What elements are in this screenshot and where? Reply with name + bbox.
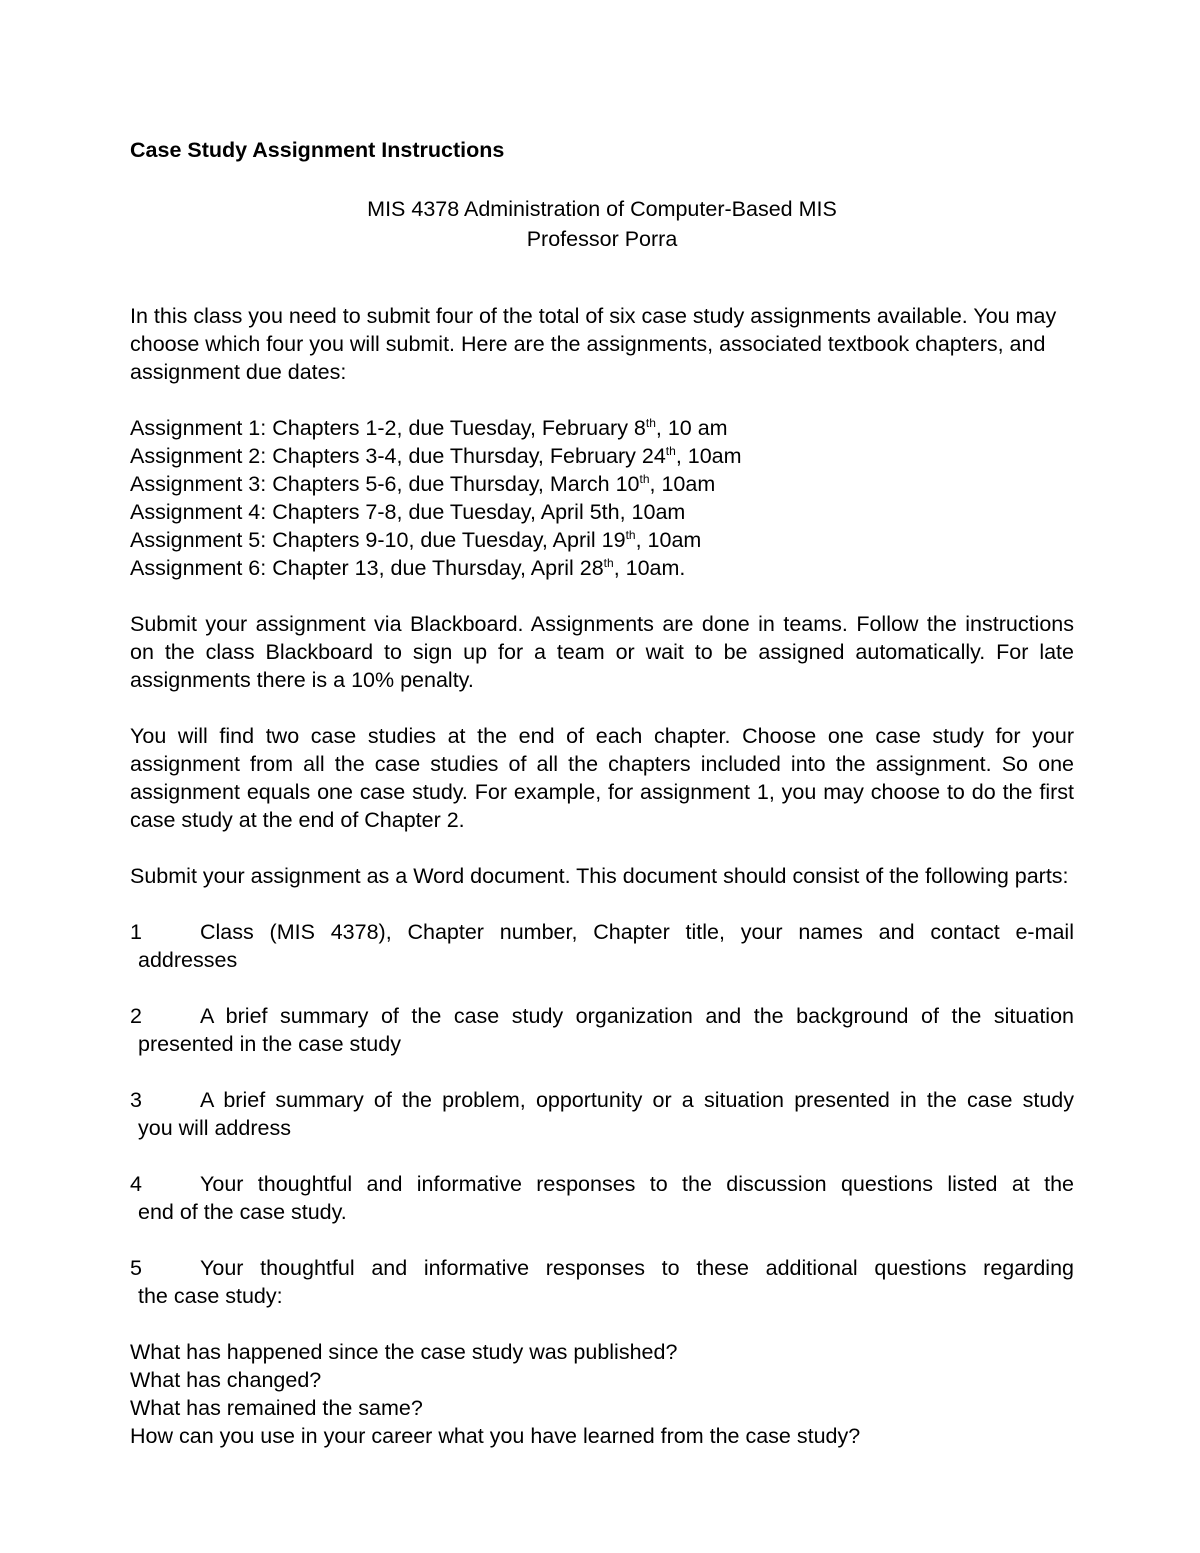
- item-number: 1: [130, 920, 142, 944]
- assignment-item: Assignment 5: Chapters 9-10, due Tuesday, April 19th, 10am: [130, 527, 702, 552]
- item-number: 3: [130, 1088, 142, 1112]
- item-text-continued: end of the case study.: [138, 1200, 347, 1224]
- item-text: A brief summary of the problem, opportunity or a situation presented in the case study: [200, 1088, 1074, 1112]
- assignment-item: Assignment 3: Chapters 5-6, due Thursday, March 10th, 10am: [130, 471, 716, 496]
- parts-list: [130, 918, 1074, 1310]
- question-item: What has remained the same?: [130, 1396, 423, 1420]
- list-item: [130, 1170, 1074, 1226]
- document-page: [130, 136, 1074, 1450]
- intro-paragraph: In this class you need to submit four of the total of six case study assignments available. You may choose which four you will submit. Here are the assignments, associated textbook chapters, and assignment due dates:: [130, 304, 1057, 384]
- course-header: [130, 194, 1074, 254]
- list-item: [130, 1086, 1074, 1142]
- item-text: Class (MIS 4378), Chapter number, Chapter title, your names and contact e-mail: [200, 920, 1074, 944]
- item-text: Your thoughtful and informative responses to these additional questions regarding: [200, 1256, 1074, 1280]
- item-number: 2: [130, 1004, 142, 1028]
- assignment-item: Assignment 1: Chapters 1-2, due Tuesday, February 8th, 10 am: [130, 415, 728, 440]
- item-text-continued: the case study:: [138, 1284, 283, 1308]
- item-number: 4: [130, 1172, 142, 1196]
- item-text: Your thoughtful and informative responses to the discussion questions listed at the: [200, 1172, 1074, 1196]
- question-item: How can you use in your career what you have learned from the case study?: [130, 1424, 861, 1448]
- professor-name: Professor Porra: [526, 227, 678, 251]
- submit-paragraph: Submit your assignment via Blackboard. Assignments are done in teams. Follow the instructions on the class Blackboard to sign up for a team or wait to be assigned automatically. For late assignments there is a 10% penalty.: [130, 612, 1074, 692]
- document-title: Case Study Assignment Instructions: [130, 138, 505, 162]
- item-text: A brief summary of the case study organization and the background of the situation: [200, 1004, 1074, 1028]
- question-item: What has happened since the case study was published?: [130, 1340, 678, 1364]
- word-document-paragraph: Submit your assignment as a Word document. This document should consist of the following parts:: [130, 864, 1069, 888]
- case-study-paragraph: You will find two case studies at the end of each chapter. Choose one case study for your assignment from all the case studies of all the chapters included into the assignment. So one assignment equals one case study. For example, for assignment 1, you may choose to do the first case study at the end of Chapter 2.: [130, 724, 1074, 832]
- list-item: [130, 1254, 1074, 1310]
- item-text-continued: you will address: [138, 1116, 291, 1140]
- list-item: [130, 918, 1074, 974]
- assignment-item: Assignment 4: Chapters 7-8, due Tuesday, April 5th, 10am: [130, 500, 686, 524]
- list-item: [130, 1002, 1074, 1058]
- assignment-item: Assignment 2: Chapters 3-4, due Thursday, February 24th, 10am: [130, 443, 742, 468]
- item-number: 5: [130, 1256, 142, 1280]
- item-text-continued: presented in the case study: [138, 1032, 401, 1056]
- question-item: What has changed?: [130, 1368, 322, 1392]
- assignment-item: Assignment 6: Chapter 13, due Thursday, April 28th, 10am.: [130, 555, 686, 580]
- additional-questions: [130, 1338, 1074, 1450]
- course-name: MIS 4378 Administration of Computer-Based MIS: [367, 197, 837, 221]
- assignment-list: [130, 414, 1074, 582]
- item-text-continued: addresses: [138, 948, 238, 972]
